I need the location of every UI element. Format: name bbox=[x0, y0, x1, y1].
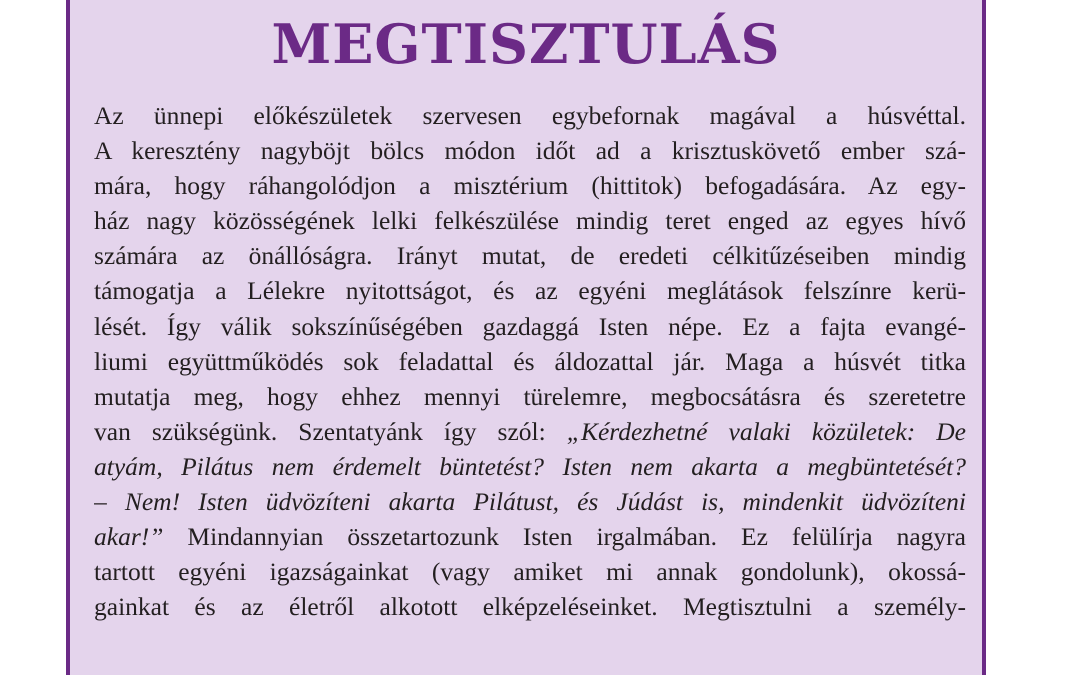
quote-text: akar!” bbox=[94, 522, 164, 552]
quote-text: atyám, Pilátus nem érdemelt büntetést? Isten nem akarta a megbüntetését? bbox=[94, 451, 966, 481]
text-line bbox=[94, 168, 966, 203]
body-text-run: számára az önállóságra. Irányt mutat, de eredeti célkitűzéseiben mindig bbox=[94, 241, 966, 271]
text-line bbox=[94, 98, 966, 133]
article-body bbox=[94, 98, 966, 624]
text-line bbox=[94, 344, 966, 379]
text-line bbox=[94, 554, 966, 589]
body-text-run: liumi együttműködés sok feladattal és áldozattal jár. Maga a húsvét titka bbox=[94, 346, 966, 376]
body-text-run: támogatja a Lélekre nyitottságot, és az egyéni meglátások felszínre kerü- bbox=[94, 276, 966, 306]
article-panel bbox=[66, 0, 986, 675]
body-text-run: mára, hogy ráhangolódjon a misztérium (hittitok) befogadására. Az egy- bbox=[94, 171, 966, 201]
quote-text: „Kérdezhetné valaki közületek: De bbox=[566, 416, 966, 446]
body-text-run: Az ünnepi előkészületek szervesen egybefornak magával a húsvéttal. bbox=[94, 101, 966, 130]
body-text-run: tartott egyéni igazságainkat (vagy amiket mi annak gondolunk), okossá- bbox=[94, 557, 966, 587]
text-line bbox=[94, 484, 966, 519]
quote-text: – Nem! Isten üdvözíteni akarta Pilátust, és Júdást is, mindenkit üdvözíteni bbox=[94, 487, 966, 517]
body-text-run: Mindannyian összetartozunk Isten irgalmában. Ez felülírja nagyra bbox=[163, 522, 966, 552]
text-line bbox=[94, 589, 966, 624]
text-line bbox=[94, 133, 966, 168]
text-line bbox=[94, 449, 966, 484]
text-line bbox=[94, 379, 966, 414]
body-text-run: A keresztény nagyböjt bölcs módon időt ad a krisztuskövető ember szá- bbox=[94, 136, 966, 166]
body-text-run: lését. Így válik sokszínűségében gazdaggá Isten népe. Ez a fajta evangé- bbox=[94, 311, 966, 341]
body-text-run: ház nagy közösségének lelki felkészülése mindig teret enged az egyes hívő bbox=[94, 206, 966, 236]
body-text-run: gainkat és az életről alkotott elképzeléseinket. Megtisztulni a személy- bbox=[94, 592, 966, 622]
text-line bbox=[94, 203, 966, 238]
body-text-run: van szükségünk. Szentatyánk így szól: bbox=[94, 416, 567, 446]
article-title: MEGTISZTULÁS bbox=[271, 12, 781, 76]
text-line bbox=[94, 238, 966, 273]
text-line bbox=[94, 519, 966, 554]
body-text-run: mutatja meg, hogy ehhez mennyi türelemre, megbocsátásra és szeretetre bbox=[94, 381, 966, 411]
text-line bbox=[94, 273, 966, 308]
text-line bbox=[94, 414, 966, 449]
text-line bbox=[94, 309, 966, 344]
